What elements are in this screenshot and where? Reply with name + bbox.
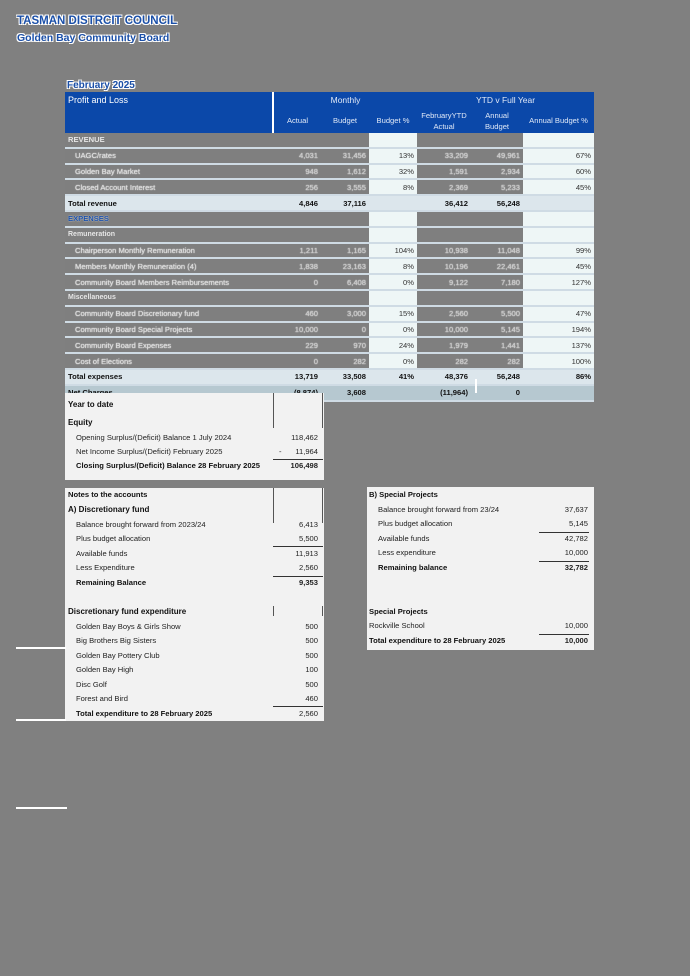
cell: 1,591	[417, 164, 471, 180]
row-label: Less expenditure	[378, 548, 436, 557]
notes-box	[65, 488, 324, 721]
cell: 0	[471, 385, 523, 401]
cell	[523, 385, 594, 401]
row-label: Available funds	[76, 549, 128, 558]
row-value: 500	[305, 651, 318, 660]
cell: 256	[273, 179, 321, 195]
col-actual: Actual	[273, 108, 321, 133]
cell: 1,211	[273, 243, 321, 259]
cell: 45%	[523, 179, 594, 195]
cell: 15%	[369, 306, 417, 322]
row-label: Remaining Balance	[76, 578, 147, 587]
cell: 10,000	[273, 322, 321, 338]
cell: 2,369	[417, 179, 471, 195]
cell: 33,508	[321, 369, 369, 385]
row-value: 118,462	[291, 433, 318, 442]
row-value: 10,000	[564, 548, 588, 557]
cell: 56,248	[471, 195, 523, 211]
cell: 137%	[523, 337, 594, 353]
section-misc	[65, 290, 594, 306]
cell: 37,116	[321, 195, 369, 211]
cell: 33,209	[417, 148, 471, 164]
row-value: 9,353	[298, 578, 318, 587]
row-label: Forest and Bird	[76, 694, 128, 703]
row-label: Golden Bay Market	[65, 164, 273, 180]
table-row	[65, 179, 594, 195]
cell: 0	[273, 274, 321, 290]
cell: 32%	[369, 164, 417, 180]
cell: 194%	[523, 322, 594, 338]
row-label: Rockville School	[369, 621, 425, 630]
cell: 24%	[369, 337, 417, 353]
row-value: 10,000	[564, 636, 588, 645]
cell: 9,122	[417, 274, 471, 290]
cell: 104%	[369, 243, 417, 259]
divider	[16, 807, 67, 809]
row-value: 5,500	[298, 534, 318, 543]
special-list-title: Special Projects	[369, 607, 428, 616]
cell: 56,248	[471, 369, 523, 385]
special-projects-box	[367, 487, 594, 650]
row-value: 106,498	[290, 461, 318, 470]
row-value: 460	[305, 694, 318, 703]
cell: 1,612	[321, 164, 369, 180]
cell: 10,196	[417, 258, 471, 274]
total-revenue-row	[65, 195, 594, 211]
row-value: 500	[305, 622, 318, 631]
cell: 282	[321, 353, 369, 369]
cell: 99%	[523, 243, 594, 259]
divider	[475, 379, 477, 393]
row-label: Big Brothers Big Sisters	[76, 636, 157, 645]
row-label: Golden Bay Pottery Club	[76, 651, 160, 660]
cell: 2,560	[417, 306, 471, 322]
cell	[369, 195, 417, 211]
row-value: 100	[305, 665, 318, 674]
cell: 282	[471, 353, 523, 369]
cell: 1,165	[321, 243, 369, 259]
col-annual-budget: Annual Budget	[471, 108, 523, 133]
cell: 10,938	[417, 243, 471, 259]
col-ytd-actual: FebruaryYTD Actual	[417, 108, 471, 133]
section-label: Remuneration	[65, 227, 273, 243]
profit-loss-table	[65, 92, 594, 402]
section-label: Miscellaneous	[65, 290, 273, 306]
row-label: Members Monthly Remuneration (4)	[65, 258, 273, 274]
cell: 22,461	[471, 258, 523, 274]
row-value: 42,782	[564, 534, 588, 543]
cell: 41%	[369, 369, 417, 385]
row-label: Community Board Members Reimbursements	[65, 274, 273, 290]
ytd-box	[65, 393, 324, 480]
cell: 86%	[523, 369, 594, 385]
row-label: Net Income Surplus/(Deficit) February 2025	[76, 447, 223, 456]
row-label: Plus budget allocation	[378, 519, 453, 528]
cell: 6,408	[321, 274, 369, 290]
cell: 36,412	[417, 195, 471, 211]
board-title: Golden Bay Community Board	[17, 32, 170, 44]
row-value: 11,913	[295, 549, 318, 558]
table-row	[65, 306, 594, 322]
row-label: Disc Golf	[76, 680, 107, 689]
row-value: 37,637	[564, 505, 588, 514]
cell: 1,838	[273, 258, 321, 274]
cell: 47%	[523, 306, 594, 322]
cell: 229	[273, 337, 321, 353]
cell: 1,979	[417, 337, 471, 353]
section-expenses	[65, 211, 594, 227]
row-label: Closed Account Interest	[65, 179, 273, 195]
special-title: B) Special Projects	[369, 490, 438, 499]
cell: 8%	[369, 179, 417, 195]
row-label: Golden Bay High	[76, 665, 134, 674]
cell: 3,608	[321, 385, 369, 401]
cell: 0	[273, 353, 321, 369]
section-label: REVENUE	[65, 133, 273, 148]
col-annual-pct: Annual Budget %	[523, 108, 594, 133]
cell: 4,031	[273, 148, 321, 164]
equity-heading: Equity	[68, 418, 93, 427]
cell: 948	[273, 164, 321, 180]
row-value: 32,782	[564, 563, 588, 572]
row-label: UAGC/rates	[65, 148, 273, 164]
table-row	[65, 353, 594, 369]
row-label: Available funds	[378, 534, 430, 543]
row-value: 10,000	[564, 621, 588, 630]
cell: 2,934	[471, 164, 523, 180]
cell: 100%	[523, 353, 594, 369]
cell: 31,456	[321, 148, 369, 164]
minus-sign: -	[279, 447, 282, 456]
col-budget: Budget	[321, 108, 369, 133]
cell: 0	[321, 322, 369, 338]
row-value: 500	[305, 636, 318, 645]
cell: 8%	[369, 258, 417, 274]
cell	[369, 385, 417, 401]
cell: 0%	[369, 353, 417, 369]
row-label: Cost of Elections	[65, 353, 273, 369]
row-label: Closing Surplus/(Deficit) Balance 28 February 2025	[76, 461, 260, 470]
table-row	[65, 258, 594, 274]
cell: 5,233	[471, 179, 523, 195]
col-budget-pct: Budget %	[369, 108, 417, 133]
cell: 970	[321, 337, 369, 353]
cell: 11,048	[471, 243, 523, 259]
cell: 49,961	[471, 148, 523, 164]
row-label: Total expenditure to 28 February 2025	[76, 709, 213, 718]
cell: 13%	[369, 148, 417, 164]
group-ytd: YTD v Full Year	[417, 92, 594, 108]
cell: (11,964)	[417, 385, 471, 401]
cell: 48,376	[417, 369, 471, 385]
cell: 1,441	[471, 337, 523, 353]
table-row	[65, 243, 594, 259]
cell: 5,145	[471, 322, 523, 338]
row-label: Total revenue	[65, 195, 273, 211]
cell: 0%	[369, 274, 417, 290]
table-row	[65, 148, 594, 164]
table-row	[65, 164, 594, 180]
cell: 0%	[369, 322, 417, 338]
cell: 282	[417, 353, 471, 369]
row-label: Balance brought forward from 2023/24	[76, 520, 206, 529]
cell	[523, 195, 594, 211]
row-label: Community Board Discretionary fund	[65, 306, 273, 322]
row-label: Community Board Expenses	[65, 337, 273, 353]
cell: 4,846	[273, 195, 321, 211]
table-row	[65, 322, 594, 338]
cell: 3,000	[321, 306, 369, 322]
cell: 60%	[523, 164, 594, 180]
table-title: Profit and Loss	[65, 92, 273, 133]
cell: 13,719	[273, 369, 321, 385]
divider	[16, 719, 66, 721]
cell: 23,163	[321, 258, 369, 274]
row-label: Remaining balance	[378, 563, 448, 572]
fund-title: A) Discretionary fund	[68, 505, 150, 514]
notes-title: Notes to the accounts	[68, 490, 148, 499]
cell: 67%	[523, 148, 594, 164]
row-label: Chairperson Monthly Remuneration	[65, 243, 273, 259]
section-remuneration	[65, 227, 594, 243]
council-title: TASMAN DISTRCIT COUNCIL	[17, 15, 178, 27]
row-label: Opening Surplus/(Deficit) Balance 1 July 2024	[76, 433, 232, 442]
row-value: 11,964	[295, 447, 318, 456]
cell: 460	[273, 306, 321, 322]
row-label: Total expenses	[65, 369, 273, 385]
row-label: Balance brought forward from 23/24	[378, 505, 500, 514]
row-value: 5,145	[568, 519, 588, 528]
expenditure-title: Discretionary fund expenditure	[68, 607, 187, 616]
total-expenses-row	[65, 369, 594, 385]
row-value: 500	[305, 680, 318, 689]
group-monthly: Monthly	[273, 92, 417, 108]
section-label: EXPENSES	[65, 211, 273, 227]
cell: 7,180	[471, 274, 523, 290]
table-row	[65, 337, 594, 353]
cell: 127%	[523, 274, 594, 290]
row-label: Less Expenditure	[76, 563, 135, 572]
row-label: Plus budget allocation	[76, 534, 151, 543]
row-value: 2,560	[298, 563, 318, 572]
cell: 45%	[523, 258, 594, 274]
row-label: Golden Bay Boys & Girls Show	[76, 622, 181, 631]
row-label: Community Board Special Projects	[65, 322, 273, 338]
section-revenue	[65, 133, 594, 148]
period-label: February 2025	[67, 80, 135, 91]
cell: 3,555	[321, 179, 369, 195]
row-value: 2,560	[298, 709, 318, 718]
cell: 10,000	[417, 322, 471, 338]
row-label: Total expenditure to 28 February 2025	[369, 636, 506, 645]
table-row	[65, 274, 594, 290]
divider	[16, 647, 66, 649]
row-value: 6,413	[298, 520, 318, 529]
ytd-title: Year to date	[68, 400, 114, 409]
cell: 5,500	[471, 306, 523, 322]
